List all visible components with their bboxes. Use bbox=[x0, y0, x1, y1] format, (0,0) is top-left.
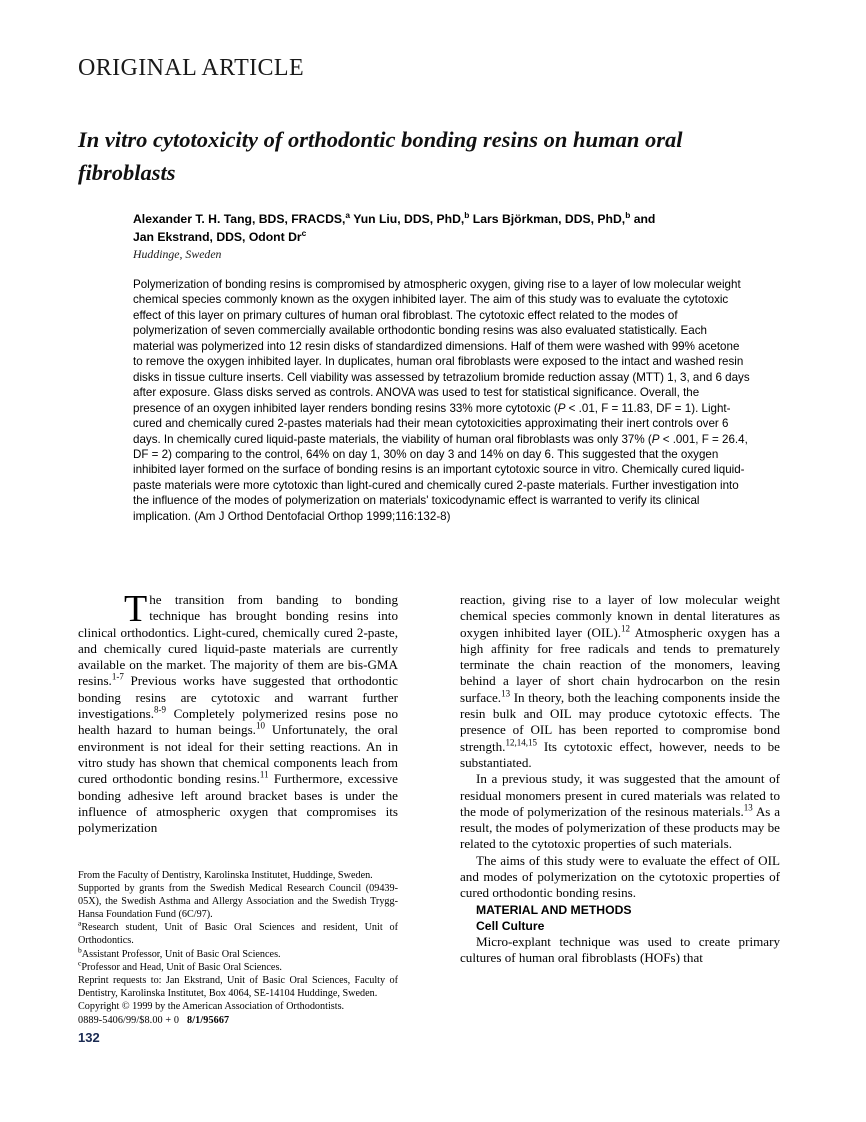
footnote-marker-c: c bbox=[78, 958, 82, 968]
citation-ref-8-9: 8-9 bbox=[154, 704, 167, 715]
citation-ref-11: 11 bbox=[259, 769, 269, 780]
citation-ref-13: 13 bbox=[501, 688, 511, 699]
page-title: In vitro cytotoxicity of orthodontic bonding resins on human oral fibroblasts bbox=[78, 127, 683, 186]
abstract-part-1: Polymerization of bonding resins is compromised by atmospheric oxygen, giving rise to a layer of low molecular weight chemical species commonly known as the oxygen inhibited layer. The aim of this study was to evaluate the cytotoxic effect of this layer on primary cultures of human oral fibroblast. The cytotoxic effect related to the modes of polymerization of seven commercially available orthodontic bonding resins was also evaluated statistically. Each material was polymerized into 12 resin disks of standardized dimensions. Half of them were washed with 99% acetone to remove the oxygen inhibited layer. In duplicates, human oral fibroblasts were exposed to the intact and washed resin disks in tissue culture inserts. Cell viability was assessed by tetrazolium bromide reduction assay (MTT) 1, 3, and 6 days after exposure. Glass disks served as controls. ANOVA was used to test for statistical significance. Overall, the presence of an oxygen inhibited layer renders bonding resins 33% more cytotoxic ( bbox=[133, 278, 750, 415]
footnote-funding: Supported by grants from the Swedish Medical Research Council (09439-05X), the Swedish Asthma and Allergy Association and the Swedish Trygg-Hansa Foundation Fund (6C/97). bbox=[78, 883, 398, 921]
subsection-heading-cell-culture: Cell Culture bbox=[476, 918, 545, 933]
author-line-2-part-a: Jan Ekstrand, DDS, Odont Dr bbox=[133, 229, 302, 244]
footnote-author-a bbox=[78, 918, 398, 947]
footnote-author-c bbox=[78, 958, 398, 974]
drop-cap: T bbox=[124, 588, 148, 630]
footnote-marker-a: a bbox=[78, 918, 82, 928]
author-line-1-part-c: Lars Björkman, DDS, PhD, bbox=[469, 212, 626, 226]
left-p1-d: Unfortunately, the oral environment is not ideal for their setting reactions. An in vitro study has shown that chemical components leach from cured orthodontic bonding resins. bbox=[78, 722, 398, 787]
right-p1-c: In theory, both the leaching components inside the resin bulk and OIL may produce cytotoxic effects. The presence of OIL has been reported to compromise bond strength. bbox=[460, 689, 780, 754]
author-affiliation-marker-a: a bbox=[345, 209, 351, 220]
body-paragraph-right-2 bbox=[460, 771, 780, 852]
body-paragraph-right-3: The aims of this study were to evaluate the effect of OIL and modes of polymerization on the cytotoxic properties of cured orthodontic bonding resins. bbox=[460, 852, 780, 901]
author-line-1-part-a: Alexander T. H. Tang, BDS, FRACDS, bbox=[133, 212, 346, 226]
footnote-author-a-text: Research student, Unit of Basic Oral Sciences and resident, Unit of Orthodontics. bbox=[78, 922, 398, 947]
left-p1-a: he transition from banding to bonding technique has brought bonding resins into clinical orthodontics. Light-cured, chemically cured 2-paste, and chemically cured liquid-paste materials are currently available on the market. The majority of them are bis-GMA resins. bbox=[78, 592, 398, 689]
author-affiliation-marker-b2: b bbox=[625, 209, 631, 220]
body-column-right bbox=[460, 592, 780, 966]
abstract-stat-symbol-2: P bbox=[651, 432, 660, 446]
citation-ref-13-b: 13 bbox=[743, 802, 753, 813]
body-paragraph-right-1 bbox=[460, 592, 780, 771]
footnote-affiliation: From the Faculty of Dentistry, Karolinska Institutet, Huddinge, Sweden. bbox=[78, 870, 373, 881]
right-p1-b: Atmospheric oxygen has a high affinity for free radicals and tends to prematurely terminate the chain reaction of the monomers, leaving behind a layer of short chain hydrocarbon on the resin surface. bbox=[460, 624, 780, 705]
article-kicker: ORIGINAL ARTICLE bbox=[78, 55, 305, 81]
author-affiliation-marker-c: c bbox=[301, 227, 307, 238]
author-line-1-part-b: Yun Liu, DDS, PhD, bbox=[350, 212, 465, 226]
abstract-stat-symbol-1: P bbox=[557, 401, 566, 415]
article-code: 8/1/95667 bbox=[187, 1015, 230, 1027]
author-list bbox=[133, 211, 773, 246]
footnote-author-b bbox=[78, 945, 398, 961]
right-p1-d: Its cytotoxic effect, however, needs to be substantiated. bbox=[460, 738, 780, 770]
abstract-text bbox=[133, 277, 750, 524]
page-number: 132 bbox=[78, 1030, 100, 1045]
footnote-block bbox=[78, 869, 398, 1027]
body-paragraph-left-1 bbox=[78, 588, 398, 836]
footnote-reprint-requests: Reprint requests to: Jan Ekstrand, Unit of Basic Oral Sciences, Faculty of Dentistry, Karolinska Institutet, Box 4064, SE-14104 Huddinge, Sweden. bbox=[78, 974, 398, 999]
right-p1-a: reaction, giving rise to a layer of low molecular weight chemical species commonly known in dental literatures as oxygen inhibited layer (OIL). bbox=[460, 592, 780, 640]
left-p1-c: Completely polymerized resins pose no health hazard to human beings. bbox=[78, 706, 398, 738]
footnote-author-c-text: Professor and Head, Unit of Basic Oral Sciences. bbox=[81, 961, 282, 973]
citation-ref-12-14-15: 12,14,15 bbox=[505, 737, 537, 748]
author-line-1-part-d: and bbox=[630, 212, 656, 226]
footnote-marker-b: b bbox=[78, 945, 82, 955]
citation-ref-1-7: 1-7 bbox=[111, 672, 124, 683]
right-p2-a: In a previous study, it was suggested that the amount of residual monomers present in cured materials was related to the mode of polymerization of the resinous materials. bbox=[460, 771, 780, 819]
abstract-part-3: < .001, F = 26.4, DF = 2) comparing to the control, 64% on day 1, 30% on day 3 and 14% on day 6. This suggested that the oxygen inhibited layer formed on the surface of bonding resins is an important cytotoxic source in vitro. Chemically cured liquid-paste materials were more cytotoxic than light-cured and chemically cured 2-paste materials. Further investigation into the influence of the modes of polymerization on materials' toxicodynamic effect is warranted to verify its clinical implication. (Am J Orthod Dentofacial Orthop 1999;116:132-8) bbox=[133, 432, 748, 523]
author-affiliation-location: Huddinge, Sweden bbox=[133, 247, 222, 261]
body-column-left bbox=[78, 588, 398, 836]
body-paragraph-right-4: Micro-explant technique was used to create primary cultures of human oral fibroblasts (HOFs) that bbox=[460, 933, 780, 965]
abstract-part-2: < .01, F = 11.83, DF = 1). Light-cured and chemically cured 2-pastes materials had their mean cytotoxicities approximating their inert controls over 6 days. In chemically cured liquid-paste materials, the viability of human oral fibroblasts was only 37% ( bbox=[133, 401, 731, 446]
section-heading-material-and-methods: MATERIAL AND METHODS bbox=[476, 902, 632, 917]
author-affiliation-marker-b: b bbox=[464, 209, 470, 220]
left-p1-b: Previous works have suggested that orthodontic bonding resins are cytotoxic and warrant further investigations. bbox=[78, 673, 398, 722]
right-p2-b: As a result, the modes of polymerization of these products may be related to the cytotoxic properties of such materials. bbox=[460, 803, 781, 852]
footnote-copyright: Copyright © 1999 by the American Association of Orthodontists. bbox=[78, 1000, 345, 1012]
footnote-author-b-text: Assistant Professor, Unit of Basic Oral Sciences. bbox=[81, 948, 281, 960]
left-p1-e: Furthermore, excessive bonding adhesive left around bracket bases is under the influence of atmospheric oxygen that compromises its polymerization bbox=[78, 771, 398, 836]
citation-ref-12: 12 bbox=[621, 623, 631, 634]
issn-code: 0889-5406/99/$8.00 + 0 bbox=[78, 1015, 180, 1027]
citation-ref-10: 10 bbox=[255, 721, 265, 732]
footnote-issn-line bbox=[78, 1014, 398, 1027]
